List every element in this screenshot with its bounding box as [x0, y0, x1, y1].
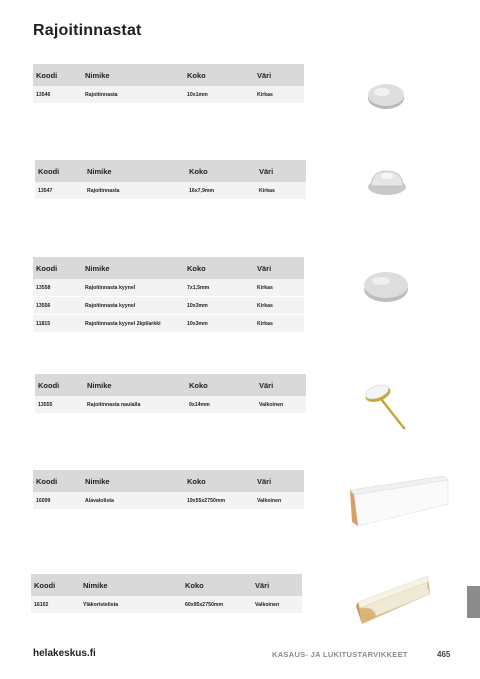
cell-size: 19x55x2750mm [187, 497, 226, 504]
header-size: Koko [187, 263, 206, 273]
cell-size: 16x7,9mm [189, 187, 215, 194]
cell-size: 9x14mm [189, 401, 210, 408]
cell-color: Kirkas [257, 320, 273, 327]
header-size: Koko [187, 70, 206, 80]
cell-color: Valkoinen [259, 401, 284, 408]
trim-strip-image [344, 470, 454, 532]
header-code: Koodi [36, 263, 58, 273]
header-name: Nimike [85, 70, 110, 80]
bumper-disc-image [362, 78, 412, 112]
cell-code: 13547 [38, 187, 53, 194]
table-header [33, 470, 304, 492]
cell-size: 60x95x2750mm [185, 601, 224, 608]
header-color: Väri [257, 70, 272, 80]
header-name: Nimike [87, 166, 112, 176]
footer-section-title: KASAUS- JA LUKITUSTARVIKKEET [272, 650, 408, 659]
cell-name: Yläkoristelista [83, 601, 119, 608]
table-row [33, 315, 304, 333]
cell-color: Valkoinen [255, 601, 280, 608]
cell-code: 16102 [34, 601, 49, 608]
header-color: Väri [257, 476, 272, 486]
footer-brand: helakeskus.fi [33, 648, 96, 659]
header-size: Koko [189, 166, 208, 176]
table-header [31, 574, 302, 596]
header-code: Koodi [34, 580, 56, 590]
teardrop-bumper-image [358, 266, 414, 306]
header-color: Väri [257, 263, 272, 273]
cell-code: 13556 [36, 302, 51, 309]
header-name: Nimike [87, 380, 112, 390]
dome-bumper-image [362, 166, 412, 198]
table-row [35, 396, 306, 414]
table-row [33, 86, 304, 104]
table-header [35, 374, 306, 396]
cell-code: 13555 [38, 401, 53, 408]
cell-name: Rajoitinnasta naulalla [87, 401, 141, 408]
cell-color: Kirkas [257, 284, 273, 291]
header-size: Koko [185, 580, 204, 590]
table-row [31, 596, 302, 614]
cell-name: Rajoitinnasta kyynel [85, 302, 136, 309]
product-table [35, 160, 306, 200]
cell-size: 7x1,5mm [187, 284, 210, 291]
cell-size: 10x3mm [187, 302, 208, 309]
cell-size: 10x1mm [187, 91, 208, 98]
cell-color: Valkoinen [257, 497, 282, 504]
table-row [35, 182, 306, 200]
table-row [33, 297, 304, 315]
cell-color: Kirkas [257, 302, 273, 309]
cell-code: 11815 [36, 320, 51, 327]
product-table [33, 470, 304, 510]
table-header [33, 64, 304, 86]
header-size: Koko [189, 380, 208, 390]
cell-name: Alavalolista [85, 497, 114, 504]
header-code: Koodi [38, 166, 60, 176]
product-table [33, 64, 304, 104]
header-code: Koodi [36, 70, 58, 80]
cell-size: 10x3mm [187, 320, 208, 327]
page-title: Rajoitinnastat [33, 22, 142, 39]
product-table [35, 374, 306, 414]
page-number: 465 [437, 650, 451, 659]
product-table [33, 257, 304, 333]
cell-name: Rajoitinnasta [87, 187, 120, 194]
nail-bumper-image [360, 382, 412, 432]
cell-name: Rajoitinnasta kyynel 2kpl/arkki [85, 320, 161, 327]
header-name: Nimike [85, 263, 110, 273]
cell-code: 16099 [36, 497, 51, 504]
header-code: Koodi [36, 476, 58, 486]
cell-color: Kirkas [257, 91, 273, 98]
header-code: Koodi [38, 380, 60, 390]
cell-color: Kirkas [259, 187, 275, 194]
header-color: Väri [255, 580, 270, 590]
cell-name: Rajoitinnasta [85, 91, 118, 98]
header-name: Nimike [83, 580, 108, 590]
table-row [33, 279, 304, 297]
table-row [33, 492, 304, 510]
header-color: Väri [259, 380, 274, 390]
header-name: Nimike [85, 476, 110, 486]
cell-code: 13546 [36, 91, 51, 98]
header-color: Väri [259, 166, 274, 176]
header-size: Koko [187, 476, 206, 486]
table-header [33, 257, 304, 279]
crown-molding-image [350, 572, 434, 634]
cell-name: Rajoitinnasta kyynel [85, 284, 136, 291]
cell-code: 13558 [36, 284, 51, 291]
table-header [35, 160, 306, 182]
product-table [31, 574, 302, 614]
section-tab-marker [467, 586, 480, 618]
